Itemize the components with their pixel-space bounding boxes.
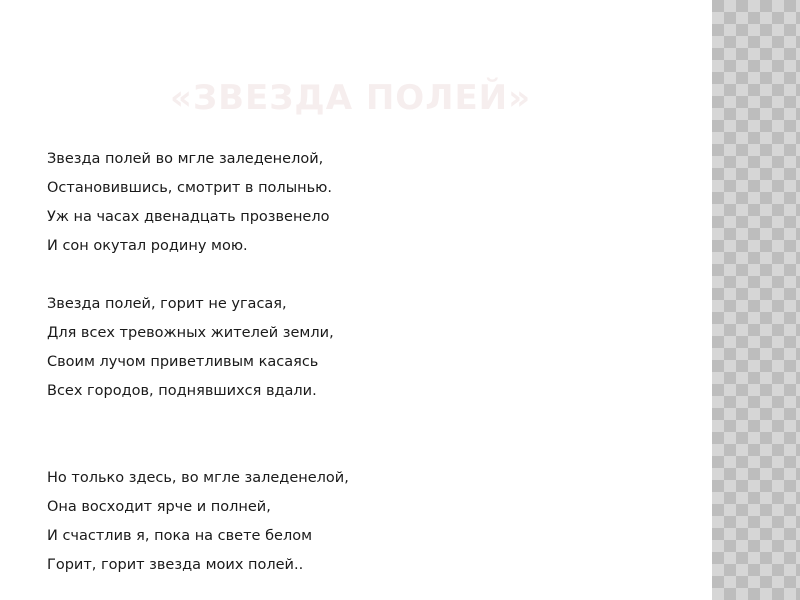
stanza-gap: [47, 261, 687, 290]
stanza-1: [47, 145, 687, 261]
poem-line: Для всех тревожных жителей земли,: [47, 325, 334, 341]
decorative-pattern-panel: [712, 0, 800, 600]
poem-body: [47, 145, 687, 580]
stanza-2: [47, 290, 687, 406]
stanza-3: [47, 464, 687, 580]
poem-line: Но только здесь, во мгле заледенелой,: [47, 470, 349, 486]
poem-line: Всех городов, поднявшихся вдали.: [47, 383, 317, 399]
slide-title: «ЗВЕЗДА ПОЛЕЙ»: [170, 78, 532, 118]
stanza-gap: [47, 406, 687, 464]
poem-line: Она восходит ярче и полней,: [47, 499, 271, 515]
poem-line: Звезда полей во мгле заледенелой,: [47, 151, 324, 167]
poem-line: Горит, горит звезда моих полей..: [47, 557, 304, 573]
poem-line: Своим лучом приветливым касаясь: [47, 354, 319, 370]
poem-line: И сон окутал родину мою.: [47, 238, 248, 254]
poem-line: Звезда полей, горит не угасая,: [47, 296, 287, 312]
poem-line: И счастлив я, пока на свете белом: [47, 528, 313, 544]
poem-line: Уж на часах двенадцать прозвенело: [47, 209, 330, 225]
poem-line: Остановившись, смотрит в полынью.: [47, 180, 332, 196]
